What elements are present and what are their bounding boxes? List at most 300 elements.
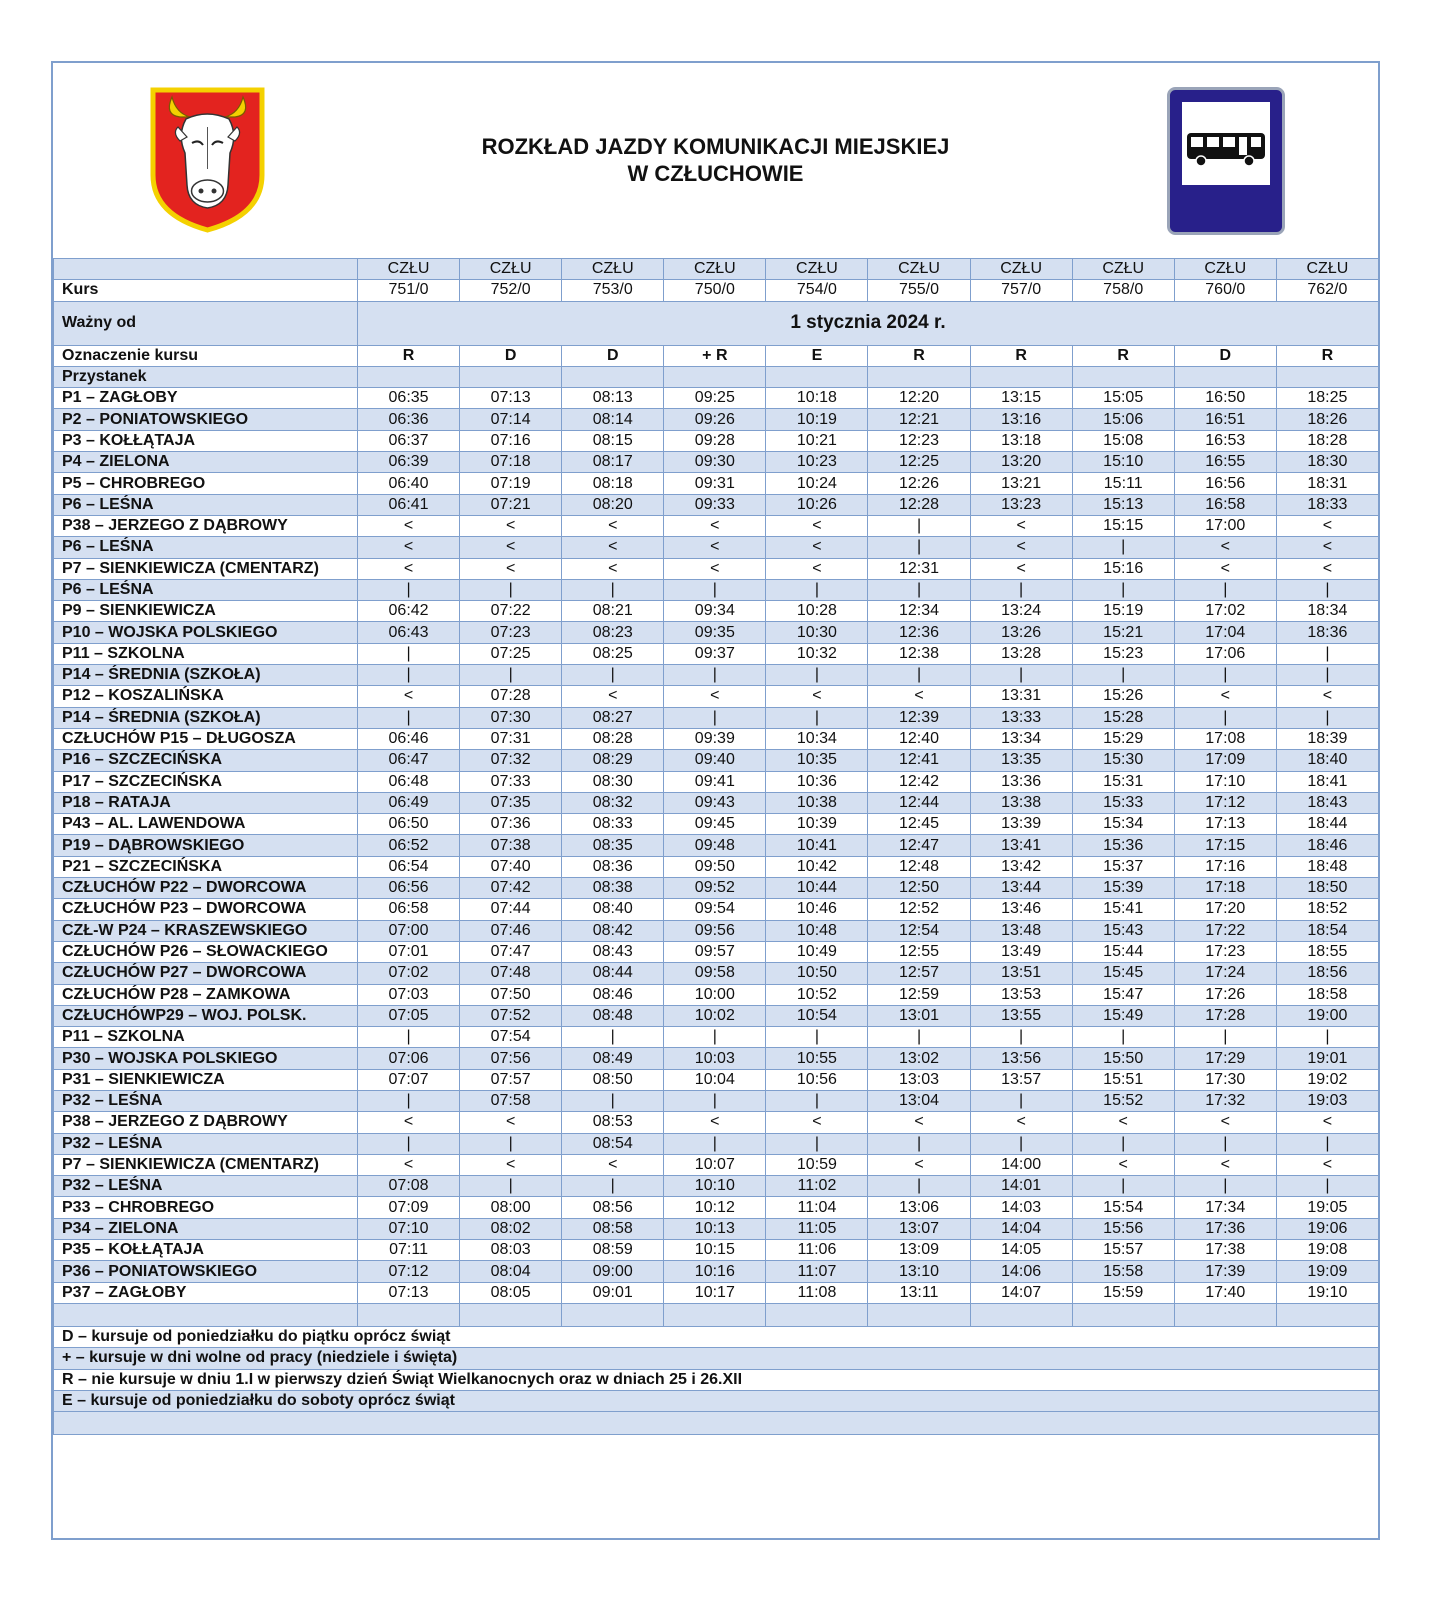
departure-time: 09:35 xyxy=(664,622,766,643)
stop-row xyxy=(54,515,1379,536)
departure-time: 16:53 xyxy=(1174,430,1276,451)
course-line-cell: CZŁU xyxy=(970,259,1072,280)
departure-time: 09:33 xyxy=(664,494,766,515)
departure-time: 14:07 xyxy=(970,1282,1072,1303)
departure-time: 10:28 xyxy=(766,601,868,622)
departure-time: 10:19 xyxy=(766,409,868,430)
departure-time: 13:48 xyxy=(970,920,1072,941)
legend-row xyxy=(54,1326,1379,1347)
stop-row xyxy=(54,856,1379,877)
departure-time: < xyxy=(562,558,664,579)
departure-time: | xyxy=(1276,579,1378,600)
departure-time: 13:55 xyxy=(970,1005,1072,1026)
departure-time: 08:18 xyxy=(562,473,664,494)
departure-time: | xyxy=(1276,643,1378,664)
departure-time: < xyxy=(358,537,460,558)
departure-time: 07:08 xyxy=(358,1176,460,1197)
departure-time: 15:10 xyxy=(1072,452,1174,473)
departure-time: 18:46 xyxy=(1276,835,1378,856)
departure-time: 10:23 xyxy=(766,452,868,473)
departure-time: | xyxy=(868,1133,970,1154)
departure-time: < xyxy=(562,515,664,536)
departure-time: < xyxy=(868,1154,970,1175)
departure-time: 08:17 xyxy=(562,452,664,473)
legend-note: E – kursuje od poniedziałku do soboty oprócz świąt xyxy=(54,1390,1379,1411)
stop-row xyxy=(54,920,1379,941)
departure-time: 18:28 xyxy=(1276,430,1378,451)
title-line-1: ROZKŁAD JAZDY KOMUNIKACJI MIEJSKIEJ xyxy=(481,134,950,159)
stop-name: P9 – SIENKIEWICZA xyxy=(54,601,358,622)
course-number-cell: 758/0 xyxy=(1072,280,1174,301)
departure-time: 13:36 xyxy=(970,771,1072,792)
legend-blank-row xyxy=(54,1412,1379,1435)
departure-time: 10:32 xyxy=(766,643,868,664)
departure-time: 10:18 xyxy=(766,388,868,409)
stop-name: P11 – SZKOLNA xyxy=(54,643,358,664)
empty-cell xyxy=(970,1303,1072,1326)
blank-row xyxy=(54,1303,1379,1326)
course-mark-cell: D xyxy=(1174,345,1276,366)
departure-time: | xyxy=(766,579,868,600)
empty-cell xyxy=(1276,1303,1378,1326)
departure-time: 07:36 xyxy=(460,814,562,835)
departure-time: 14:03 xyxy=(970,1197,1072,1218)
departure-time: 15:31 xyxy=(1072,771,1174,792)
stop-name: P38 – JERZEGO Z DĄBROWY xyxy=(54,1112,358,1133)
course-line-cell: CZŁU xyxy=(1072,259,1174,280)
departure-time: < xyxy=(766,686,868,707)
departure-time: 07:21 xyxy=(460,494,562,515)
departure-time: < xyxy=(766,515,868,536)
departure-time: 12:25 xyxy=(868,452,970,473)
valid-from-value: 1 stycznia 2024 r. xyxy=(358,301,1379,345)
departure-time: < xyxy=(460,515,562,536)
departure-time: < xyxy=(460,537,562,558)
departure-time: 18:44 xyxy=(1276,814,1378,835)
departure-time: 09:45 xyxy=(664,814,766,835)
stop-name: P6 – LEŚNA xyxy=(54,579,358,600)
course-line-cell: CZŁU xyxy=(868,259,970,280)
departure-time: 16:56 xyxy=(1174,473,1276,494)
departure-time: | xyxy=(358,1090,460,1111)
stop-name: CZŁ-W P24 – KRASZEWSKIEGO xyxy=(54,920,358,941)
empty-cell xyxy=(970,366,1072,387)
departure-time: < xyxy=(1174,537,1276,558)
stop-row xyxy=(54,941,1379,962)
departure-time: | xyxy=(664,665,766,686)
departure-time: 15:34 xyxy=(1072,814,1174,835)
departure-time: | xyxy=(1276,707,1378,728)
departure-time: < xyxy=(1174,686,1276,707)
departure-time: 17:36 xyxy=(1174,1218,1276,1239)
departure-time: 12:40 xyxy=(868,728,970,749)
departure-time: 10:35 xyxy=(766,750,868,771)
departure-time: 14:01 xyxy=(970,1176,1072,1197)
departure-time: 09:34 xyxy=(664,601,766,622)
timetable-frame xyxy=(51,61,1380,1540)
stop-name: P19 – DĄBROWSKIEGO xyxy=(54,835,358,856)
course-number-cell: 752/0 xyxy=(460,280,562,301)
departure-time: < xyxy=(970,537,1072,558)
departure-time: 17:16 xyxy=(1174,856,1276,877)
departure-time: 13:44 xyxy=(970,878,1072,899)
departure-time: 07:57 xyxy=(460,1069,562,1090)
departure-time: 08:03 xyxy=(460,1240,562,1261)
departure-time: 19:02 xyxy=(1276,1069,1378,1090)
departure-time: 08:00 xyxy=(460,1197,562,1218)
stop-name: CZŁUCHÓW P26 – SŁOWACKIEGO xyxy=(54,941,358,962)
departure-time: | xyxy=(460,665,562,686)
departure-time: < xyxy=(766,558,868,579)
departure-time: < xyxy=(358,1112,460,1133)
departure-time: 07:52 xyxy=(460,1005,562,1026)
departure-time: 06:42 xyxy=(358,601,460,622)
departure-time: 09:00 xyxy=(562,1261,664,1282)
empty-cell xyxy=(1174,1303,1276,1326)
departure-time: 07:25 xyxy=(460,643,562,664)
departure-time: 09:50 xyxy=(664,856,766,877)
stop-name: P3 – KOŁŁĄTAJA xyxy=(54,430,358,451)
empty-cell xyxy=(766,366,868,387)
departure-time: | xyxy=(664,1133,766,1154)
departure-time: 09:01 xyxy=(562,1282,664,1303)
departure-time: 13:28 xyxy=(970,643,1072,664)
departure-time: | xyxy=(562,579,664,600)
legend-row xyxy=(54,1348,1379,1369)
departure-time: < xyxy=(562,537,664,558)
departure-time: 18:25 xyxy=(1276,388,1378,409)
departure-time: 10:55 xyxy=(766,1048,868,1069)
course-mark-cell: + R xyxy=(664,345,766,366)
departure-time: 19:00 xyxy=(1276,1005,1378,1026)
course-line-cell: CZŁU xyxy=(766,259,868,280)
departure-time: 15:15 xyxy=(1072,515,1174,536)
departure-time: 12:21 xyxy=(868,409,970,430)
departure-time: 09:48 xyxy=(664,835,766,856)
departure-time: 07:28 xyxy=(460,686,562,707)
empty-cell xyxy=(562,366,664,387)
departure-time: 13:10 xyxy=(868,1261,970,1282)
course-number-cell: 755/0 xyxy=(868,280,970,301)
departure-time: 12:36 xyxy=(868,622,970,643)
course-mark-cell: E xyxy=(766,345,868,366)
departure-time: | xyxy=(460,1176,562,1197)
departure-time: 08:38 xyxy=(562,878,664,899)
stop-row xyxy=(54,643,1379,664)
departure-time: 12:59 xyxy=(868,984,970,1005)
departure-time: 06:36 xyxy=(358,409,460,430)
stop-row xyxy=(54,1218,1379,1239)
course-number-cell: 760/0 xyxy=(1174,280,1276,301)
departure-time: 08:04 xyxy=(460,1261,562,1282)
departure-time: | xyxy=(766,1133,868,1154)
departure-time: 17:00 xyxy=(1174,515,1276,536)
course-mark-cell: R xyxy=(868,345,970,366)
departure-time: | xyxy=(766,665,868,686)
departure-time: 18:56 xyxy=(1276,963,1378,984)
departure-time: < xyxy=(1276,1154,1378,1175)
empty-cell xyxy=(1072,1303,1174,1326)
empty-cell xyxy=(460,366,562,387)
departure-time: | xyxy=(970,1027,1072,1048)
departure-time: | xyxy=(664,1090,766,1111)
departure-time: 13:51 xyxy=(970,963,1072,984)
departure-time: 12:28 xyxy=(868,494,970,515)
stop-row xyxy=(54,1133,1379,1154)
stop-name: P12 – KOSZALIŃSKA xyxy=(54,686,358,707)
stop-name: P37 – ZAGŁOBY xyxy=(54,1282,358,1303)
departure-time: 15:54 xyxy=(1072,1197,1174,1218)
departure-time: 17:39 xyxy=(1174,1261,1276,1282)
departure-time: 13:49 xyxy=(970,941,1072,962)
departure-time: 11:07 xyxy=(766,1261,868,1282)
departure-time: 07:19 xyxy=(460,473,562,494)
stop-row xyxy=(54,750,1379,771)
stop-header-row xyxy=(54,366,1379,387)
departure-time: 15:23 xyxy=(1072,643,1174,664)
departure-time: | xyxy=(664,1027,766,1048)
departure-time: 10:52 xyxy=(766,984,868,1005)
departure-time: 15:29 xyxy=(1072,728,1174,749)
empty-cell xyxy=(664,1303,766,1326)
departure-time: 07:35 xyxy=(460,792,562,813)
course-number-cell: 751/0 xyxy=(358,280,460,301)
empty-cell xyxy=(1276,366,1378,387)
departure-time: 06:37 xyxy=(358,430,460,451)
valid-from-row xyxy=(54,301,1379,345)
departure-time: 08:59 xyxy=(562,1240,664,1261)
departure-time: < xyxy=(1174,1112,1276,1133)
departure-time: 07:22 xyxy=(460,601,562,622)
legend-row xyxy=(54,1390,1379,1411)
departure-time: 13:39 xyxy=(970,814,1072,835)
stop-name: P36 – PONIATOWSKIEGO xyxy=(54,1261,358,1282)
empty-cell xyxy=(562,1303,664,1326)
departure-time: 09:57 xyxy=(664,941,766,962)
departure-time: 13:33 xyxy=(970,707,1072,728)
departure-time: < xyxy=(766,537,868,558)
departure-time: 08:20 xyxy=(562,494,664,515)
empty-cell xyxy=(766,1303,868,1326)
stop-name: CZŁUCHÓW P27 – DWORCOWA xyxy=(54,963,358,984)
departure-time: 13:06 xyxy=(868,1197,970,1218)
departure-time: 17:12 xyxy=(1174,792,1276,813)
departure-time: 17:26 xyxy=(1174,984,1276,1005)
departure-time: 08:40 xyxy=(562,899,664,920)
stop-name: P14 – ŚREDNIA (SZKOŁA) xyxy=(54,665,358,686)
departure-time: 08:42 xyxy=(562,920,664,941)
stop-row xyxy=(54,771,1379,792)
departure-time: 07:05 xyxy=(358,1005,460,1026)
departure-time: < xyxy=(970,515,1072,536)
departure-time: 12:44 xyxy=(868,792,970,813)
departure-time: 10:30 xyxy=(766,622,868,643)
departure-time: 10:15 xyxy=(664,1240,766,1261)
departure-time: 07:09 xyxy=(358,1197,460,1218)
departure-time: 15:58 xyxy=(1072,1261,1174,1282)
stop-row xyxy=(54,686,1379,707)
departure-time: 08:43 xyxy=(562,941,664,962)
departure-time: 06:50 xyxy=(358,814,460,835)
stop-row xyxy=(54,1069,1379,1090)
course-line-row xyxy=(54,259,1379,280)
departure-time: 15:13 xyxy=(1072,494,1174,515)
stop-row xyxy=(54,1154,1379,1175)
departure-time: | xyxy=(1276,1176,1378,1197)
departure-time: 13:07 xyxy=(868,1218,970,1239)
stop-name: P7 – SIENKIEWICZA (CMENTARZ) xyxy=(54,558,358,579)
departure-time: 18:52 xyxy=(1276,899,1378,920)
departure-time: 19:01 xyxy=(1276,1048,1378,1069)
departure-time: 06:49 xyxy=(358,792,460,813)
departure-time: 10:44 xyxy=(766,878,868,899)
departure-time: < xyxy=(1276,515,1378,536)
departure-time: 17:04 xyxy=(1174,622,1276,643)
stop-name: CZŁUCHÓW P15 – DŁUGOSZA xyxy=(54,728,358,749)
stop-row xyxy=(54,473,1379,494)
stop-row xyxy=(54,963,1379,984)
departure-time: 13:41 xyxy=(970,835,1072,856)
departure-time: 08:33 xyxy=(562,814,664,835)
timetable-table xyxy=(53,258,1379,1435)
departure-time: 07:13 xyxy=(460,388,562,409)
stop-name: P34 – ZIELONA xyxy=(54,1218,358,1239)
departure-time: 10:46 xyxy=(766,899,868,920)
departure-time: 11:06 xyxy=(766,1240,868,1261)
stop-name: P32 – LEŚNA xyxy=(54,1133,358,1154)
stop-name: P33 – CHROBREGO xyxy=(54,1197,358,1218)
departure-time: 07:03 xyxy=(358,984,460,1005)
departure-time: | xyxy=(766,1027,868,1048)
stop-name: P10 – WOJSKA POLSKIEGO xyxy=(54,622,358,643)
departure-time: | xyxy=(970,1090,1072,1111)
departure-time: 12:34 xyxy=(868,601,970,622)
departure-time: 07:48 xyxy=(460,963,562,984)
departure-time: 18:48 xyxy=(1276,856,1378,877)
departure-time: 13:35 xyxy=(970,750,1072,771)
departure-time: 16:55 xyxy=(1174,452,1276,473)
departure-time: 17:29 xyxy=(1174,1048,1276,1069)
course-mark-cell: R xyxy=(1276,345,1378,366)
departure-time: 07:42 xyxy=(460,878,562,899)
departure-time: 08:30 xyxy=(562,771,664,792)
departure-time: 07:54 xyxy=(460,1027,562,1048)
departure-time: < xyxy=(358,1154,460,1175)
departure-time: 19:09 xyxy=(1276,1261,1378,1282)
departure-time: | xyxy=(1072,1176,1174,1197)
departure-time: 17:38 xyxy=(1174,1240,1276,1261)
departure-time: | xyxy=(766,1090,868,1111)
stop-row xyxy=(54,430,1379,451)
departure-time: 16:58 xyxy=(1174,494,1276,515)
departure-time: < xyxy=(664,1112,766,1133)
departure-time: 13:20 xyxy=(970,452,1072,473)
departure-time: 10:49 xyxy=(766,941,868,962)
legend-note: R – nie kursuje w dniu 1.I w pierwszy dzień Świąt Wielkanocnych oraz w dniach 25 i 26.XII xyxy=(54,1369,1379,1390)
departure-time: | xyxy=(868,537,970,558)
departure-time: 08:49 xyxy=(562,1048,664,1069)
departure-time: 08:54 xyxy=(562,1133,664,1154)
stop-row xyxy=(54,878,1379,899)
departure-time: 14:05 xyxy=(970,1240,1072,1261)
departure-time: 13:23 xyxy=(970,494,1072,515)
departure-time: 07:11 xyxy=(358,1240,460,1261)
departure-time: 07:47 xyxy=(460,941,562,962)
stop-name: CZŁUCHÓW P22 – DWORCOWA xyxy=(54,878,358,899)
departure-time: 13:03 xyxy=(868,1069,970,1090)
course-line-cell: CZŁU xyxy=(358,259,460,280)
departure-time: 12:55 xyxy=(868,941,970,962)
stop-row xyxy=(54,1005,1379,1026)
empty-cell xyxy=(358,1303,460,1326)
departure-time: 10:54 xyxy=(766,1005,868,1026)
departure-time: | xyxy=(1174,1176,1276,1197)
departure-time: | xyxy=(664,707,766,728)
departure-time: 15:06 xyxy=(1072,409,1174,430)
departure-time: 06:54 xyxy=(358,856,460,877)
departure-time: 08:27 xyxy=(562,707,664,728)
departure-time: 12:52 xyxy=(868,899,970,920)
departure-time: | xyxy=(1276,665,1378,686)
departure-time: 06:35 xyxy=(358,388,460,409)
departure-time: 18:33 xyxy=(1276,494,1378,515)
stop-row xyxy=(54,452,1379,473)
departure-time: < xyxy=(664,558,766,579)
empty-cell xyxy=(54,1303,358,1326)
departure-time: 07:06 xyxy=(358,1048,460,1069)
departure-time: 15:44 xyxy=(1072,941,1174,962)
stop-row xyxy=(54,1112,1379,1133)
empty-cell xyxy=(1072,366,1174,387)
stop-row xyxy=(54,388,1379,409)
departure-time: 15:50 xyxy=(1072,1048,1174,1069)
valid-from-label: Ważny od xyxy=(54,301,358,345)
course-number-cell: 762/0 xyxy=(1276,280,1378,301)
departure-time: 14:04 xyxy=(970,1218,1072,1239)
departure-time: | xyxy=(868,1176,970,1197)
stop-row xyxy=(54,579,1379,600)
stop-name: P32 – LEŚNA xyxy=(54,1090,358,1111)
stop-name: P31 – SIENKIEWICZA xyxy=(54,1069,358,1090)
departure-time: 17:06 xyxy=(1174,643,1276,664)
departure-time: 15:41 xyxy=(1072,899,1174,920)
departure-time: 19:03 xyxy=(1276,1090,1378,1111)
departure-time: 10:00 xyxy=(664,984,766,1005)
stop-name: P11 – SZKOLNA xyxy=(54,1027,358,1048)
departure-time: 07:31 xyxy=(460,728,562,749)
departure-time: 18:54 xyxy=(1276,920,1378,941)
departure-time: 12:20 xyxy=(868,388,970,409)
departure-time: | xyxy=(868,665,970,686)
departure-time: 15:26 xyxy=(1072,686,1174,707)
course-number-cell: 753/0 xyxy=(562,280,664,301)
course-number-cell: 754/0 xyxy=(766,280,868,301)
departure-time: 10:12 xyxy=(664,1197,766,1218)
departure-time: 13:31 xyxy=(970,686,1072,707)
departure-time: 15:56 xyxy=(1072,1218,1174,1239)
departure-time: 12:31 xyxy=(868,558,970,579)
departure-time: 14:00 xyxy=(970,1154,1072,1175)
course-mark-label: Oznaczenie kursu xyxy=(54,345,358,366)
stop-name: P16 – SZCZECIŃSKA xyxy=(54,750,358,771)
departure-time: 11:05 xyxy=(766,1218,868,1239)
departure-time: < xyxy=(460,1112,562,1133)
departure-time: | xyxy=(358,643,460,664)
departure-time: 18:58 xyxy=(1276,984,1378,1005)
departure-time: 08:44 xyxy=(562,963,664,984)
departure-time: 12:54 xyxy=(868,920,970,941)
departure-time: 18:41 xyxy=(1276,771,1378,792)
